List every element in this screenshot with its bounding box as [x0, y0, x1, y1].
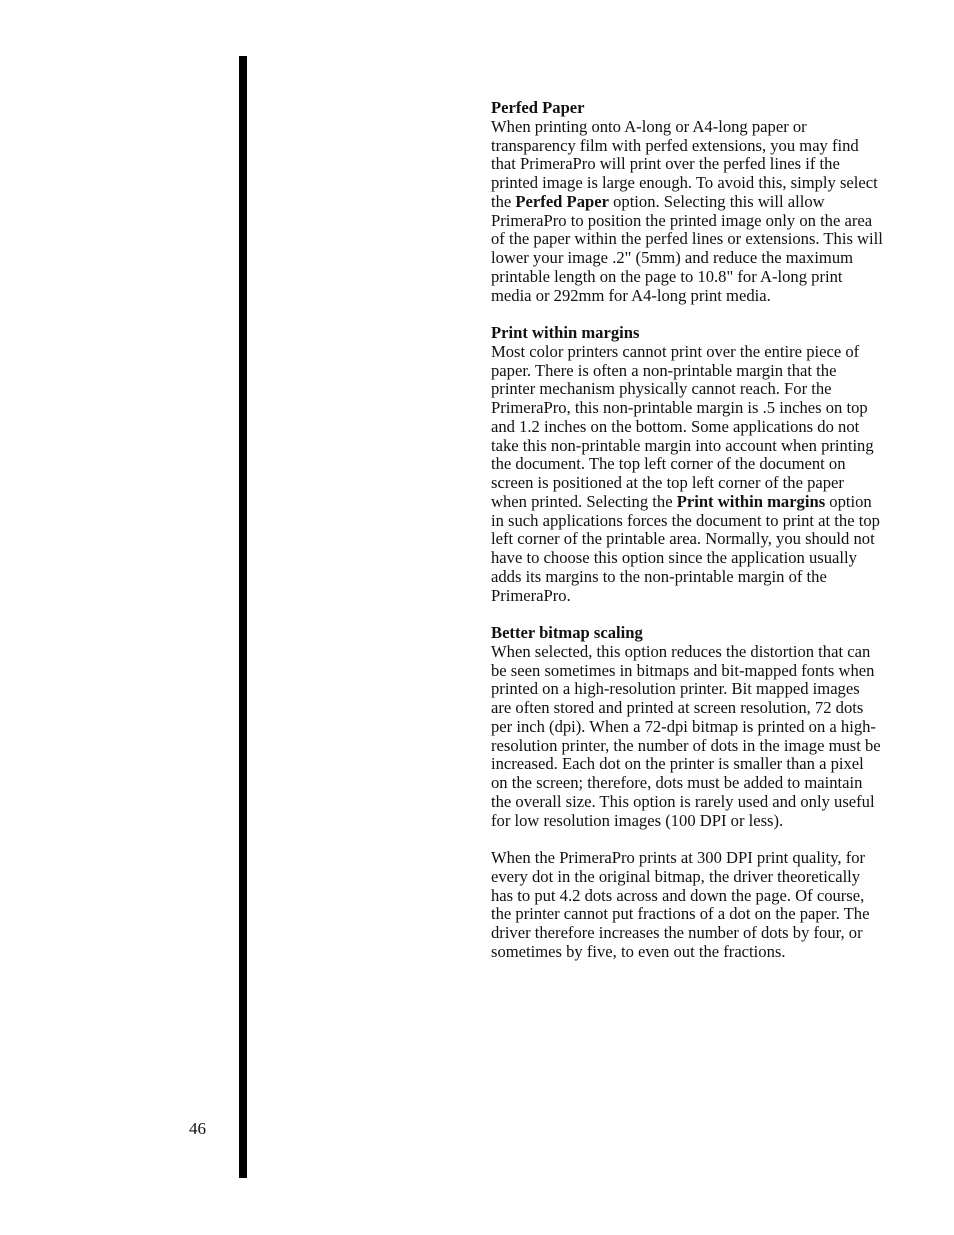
section-paragraph [491, 118, 883, 306]
section-print-within-margins [491, 324, 883, 605]
paragraph-text: Most color printers cannot print over the entire piece of paper. There is often a non-printable margin that the printer mechanism physically cannot reach. For the PrimeraPro, this non-printable margin is .5 inches on top and 1.2 inches on the bottom. Some applications do not take this non-printable margin into account when printing the document. The top left corner of the document on screen is positioned at the top left corner of the paper when printed. Selecting the [491, 341, 874, 511]
section-paragraph [491, 343, 883, 606]
paragraph-text: option. Selecting this will allow PrimeraPro to position the printed image only on the area of the paper within the perfed lines or extensions. This will lower your image .2" (5mm) and reduce the maximum printable length on the page to 10.8" for A-long print media or 292mm for A4-long print media. [491, 191, 883, 305]
section-paragraph: When selected, this option reduces the distortion that can be seen sometimes in bitmaps and bit-mapped fonts when printed on a high-resolution printer. Bit mapped images are often stored and printed at screen resolution, 72 dots per inch (dpi). When a 72-dpi bitmap is printed on a high-resolution printer, the number of dots in the image must be increased. Each dot on the printer is smaller than a pixel on the screen; therefore, dots must be added to maintain the overall size. This option is rarely used and only useful for low resolution images (100 DPI or less). [491, 641, 881, 830]
section-better-bitmap-scaling [491, 624, 883, 830]
section-heading: Print within margins [491, 323, 640, 342]
section-heading: Better bitmap scaling [491, 623, 643, 642]
option-name-bold: Print within margins [676, 491, 826, 511]
option-name-bold: Perfed Paper [515, 191, 609, 211]
paragraph-text: When printing onto A-long or A4-long paper or transparency film with perfed extensions, you may find that PrimeraPro will print over the perfed lines if the printed image is large enough. To avoid this, simply select the [491, 116, 878, 211]
margin-rule [239, 56, 247, 1178]
section-heading: Perfed Paper [491, 98, 585, 117]
document-body [491, 99, 883, 980]
section-dpi-explanation [491, 849, 883, 962]
section-paragraph: When the PrimeraPro prints at 300 DPI print quality, for every dot in the original bitmap, the driver theoretically has to put 4.2 dots across and down the page. Of course, the printer cannot put fractions of a dot on the paper. The driver therefore increases the number of dots by four, or sometimes by five, to even out the fractions. [491, 848, 870, 961]
paragraph-text: option in such applications forces the document to print at the top left corner of the printable area. Normally, you should not have to choose this option since the application usually adds its margins to the non-printable margin of the PrimeraPro. [491, 491, 880, 605]
section-perfed-paper [491, 99, 883, 305]
page-number: 46 [189, 1119, 206, 1138]
